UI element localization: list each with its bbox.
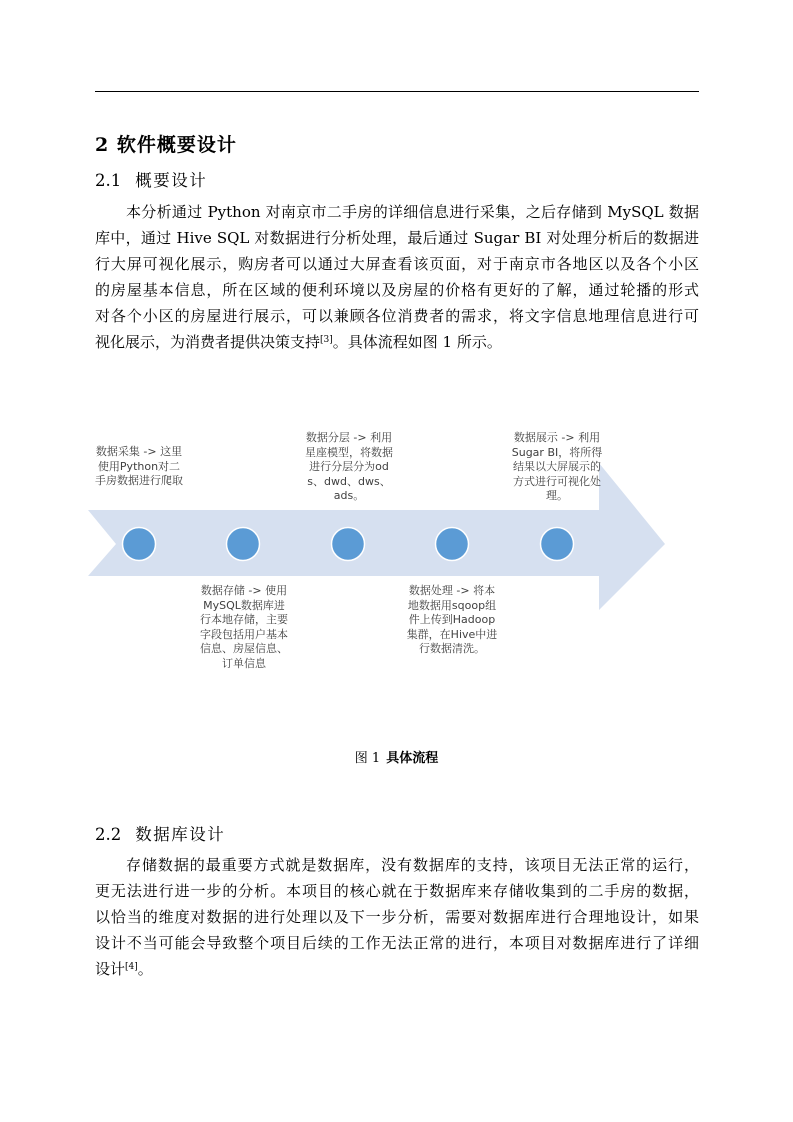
subsection-number: 2.1 xyxy=(95,171,122,190)
flow-node-5 xyxy=(541,528,574,561)
flow-step-label-1: 数据采集 -> 这里使用Python对二手房数据进行爬取 xyxy=(95,445,183,487)
paragraph-text: 。具体流程如图 1 所示。 xyxy=(332,333,502,351)
flow-step-label-5: 数据展示 -> 利用Sugar BI，将所得结果以大屏展示的方式进行可视化处理。 xyxy=(511,431,603,502)
paragraph-line: 库中，通过 Hive SQL 对数据进行分析处理，最后通过 Sugar BI 对处理分析后的数据进 xyxy=(95,229,699,247)
subsection-heading-2-1 xyxy=(95,167,207,191)
flow-step-label-3: 数据分层 -> 利用星座模型，将数据进行分层分为ods、dwd、dws、ads。 xyxy=(305,431,393,502)
paragraph-line: 行大屏可视化展示，购房者可以通过大屏查看该页面，对于南京市各地区以及各个小区 xyxy=(95,255,699,273)
subsection-heading-2-2 xyxy=(95,821,225,845)
flow-node-1 xyxy=(123,528,156,561)
flow-step-label-2: 数据存储 -> 使用MySQL数据库进行本地存储，主要字段包括用户基本信息、房屋信息、订单信息 xyxy=(200,584,288,670)
section-heading: 2 软件概要设计 xyxy=(95,134,237,156)
reference-marker: [3] xyxy=(320,335,333,345)
figure-caption xyxy=(0,747,793,766)
paragraph-line xyxy=(95,956,699,982)
paragraph-text: 视化展示，为消费者提供决策支持 xyxy=(95,333,321,351)
subsection-title: 概要设计 xyxy=(135,171,208,190)
subsection-title: 数据库设计 xyxy=(135,825,226,844)
paragraph-overview xyxy=(95,199,699,355)
paragraph-line: 存储数据的最重要方式就是数据库，没有数据库的支持，该项目无法正常的运行， xyxy=(126,856,699,874)
figure-number: 图 1 xyxy=(354,751,381,766)
subsection-number: 2.2 xyxy=(95,825,122,844)
flow-node-3 xyxy=(332,528,365,561)
paragraph-line: 的房屋基本信息，所在区域的便利环境以及房屋的价格有更好的了解，通过轮播的形式 xyxy=(95,281,699,299)
paragraph-line: 本分析通过 Python 对南京市二手房的详细信息进行采集，之后存储到 MySQL 数据 xyxy=(126,203,699,221)
flow-node-4 xyxy=(436,528,469,561)
paragraph-line: 以恰当的维度对数据的进行处理以及下一步分析，需要对数据库进行合理地设计，如果 xyxy=(95,908,699,926)
paragraph-database xyxy=(95,852,699,982)
reference-marker: [4] xyxy=(125,962,138,972)
paragraph-line xyxy=(95,329,699,355)
paragraph-text: 。 xyxy=(137,960,153,978)
process-flow-diagram xyxy=(88,425,668,690)
paragraph-line: 设计不当可能会导致整个项目后续的工作无法正常的进行，本项目对数据库进行了详细 xyxy=(95,934,699,952)
paragraph-line: 更无法进行进一步的分析。本项目的核心就在于数据库来存储收集到的二手房的数据， xyxy=(95,882,699,900)
header-rule xyxy=(95,91,699,92)
figure-caption-text: 具体流程 xyxy=(386,751,439,766)
paragraph-text: 设计 xyxy=(95,960,126,978)
paragraph-line: 对各个小区的房屋进行展示，可以兼顾各位消费者的需求，将文字信息地理信息进行可 xyxy=(95,307,699,325)
flow-node-2 xyxy=(227,528,260,561)
flow-step-label-4: 数据处理 -> 将本地数据用sqoop组件上传到Hadoop集群，在Hive中进行数据清洗。 xyxy=(406,584,498,655)
